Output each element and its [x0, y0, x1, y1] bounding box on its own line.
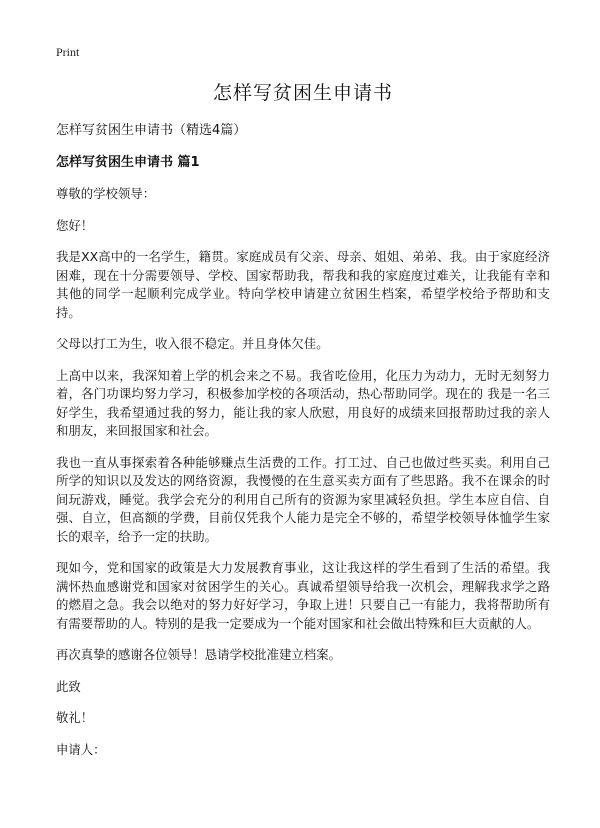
- body-paragraph: 我也一直从事探索着各种能够赚点生活费的工作。打工过、自己也做过些买卖。利用自己所学的知识以及发达的网络资源，我慢慢的在生意买卖方面有了些思路。我不在课余的时间玩游戏，睡觉。我学会充分的利用自己所有的资源为家里减轻负担。学生本应自信、自强、自立，但高额的学费，目前仅凭我个人能力是完全不够的，希望学校领导体恤学生家长的艰辛，给予一定的扶助。: [56, 454, 550, 544]
- applicant-label: 申请人：: [56, 741, 106, 757]
- body-paragraph: 我是XX高中的一名学生，籍贯。家庭成员有父亲、母亲、姐姐、弟弟、我。由于家庭经济困难，现在十分需要领导、学校、国家帮助我，帮我和我的家庭度过难关，让我能有幸和其他的同学一起顺利完成学业。特向学校申请建立贫困生档案，希望学校给予帮助和支持。: [56, 249, 550, 320]
- salutation: 尊敬的学校领导：: [56, 186, 156, 201]
- body-paragraph: 父母以打工为生，收入很不稳定。并且身体欠佳。: [56, 336, 329, 351]
- greeting: 您好！: [56, 217, 94, 233]
- closing-cizhi: 此致: [56, 678, 81, 694]
- closing-jingli: 敬礼！: [56, 710, 94, 725]
- document-title: 怎样写贫困生申请书: [212, 82, 393, 104]
- document-subtitle: 怎样写贫困生申请书（精选4篇）: [56, 123, 247, 138]
- section-heading: 怎样写贫困生申请书 篇1: [56, 155, 200, 170]
- body-paragraph: 上高中以来，我深知着上学的机会来之不易。我省吃俭用，化压力为动力，无时无刻努力着，各门功课均努力学习，积极参加学校的各项活动，热心帮助同学。现在的 我是一名三好学生，我希望通过我的努力，能让我的家人欣慰，用良好的成绩来回报帮助过我的亲人和朋友，来回报国家和社会。: [56, 367, 550, 438]
- body-paragraph: 现如今，党和国家的政策是大力发展教育事业，这让我这样的学生看到了生活的希望。我满怀热血感谢党和国家对贫困学生的关心。真诚希望领导给我一次机会，理解我求学之路的燃眉之急。我会以绝对的努力好好学习，争取上进！只要自己一有能力，我将帮助所有有需要帮助的人。特别的是我一定要成为一个能对国家和社会做出特殊和巨大贡献的人。: [56, 560, 550, 631]
- print-label[interactable]: Print: [56, 45, 80, 59]
- closing-paragraph: 再次真挚的感谢各位领导！恳请学校批准建立档案。: [56, 647, 341, 662]
